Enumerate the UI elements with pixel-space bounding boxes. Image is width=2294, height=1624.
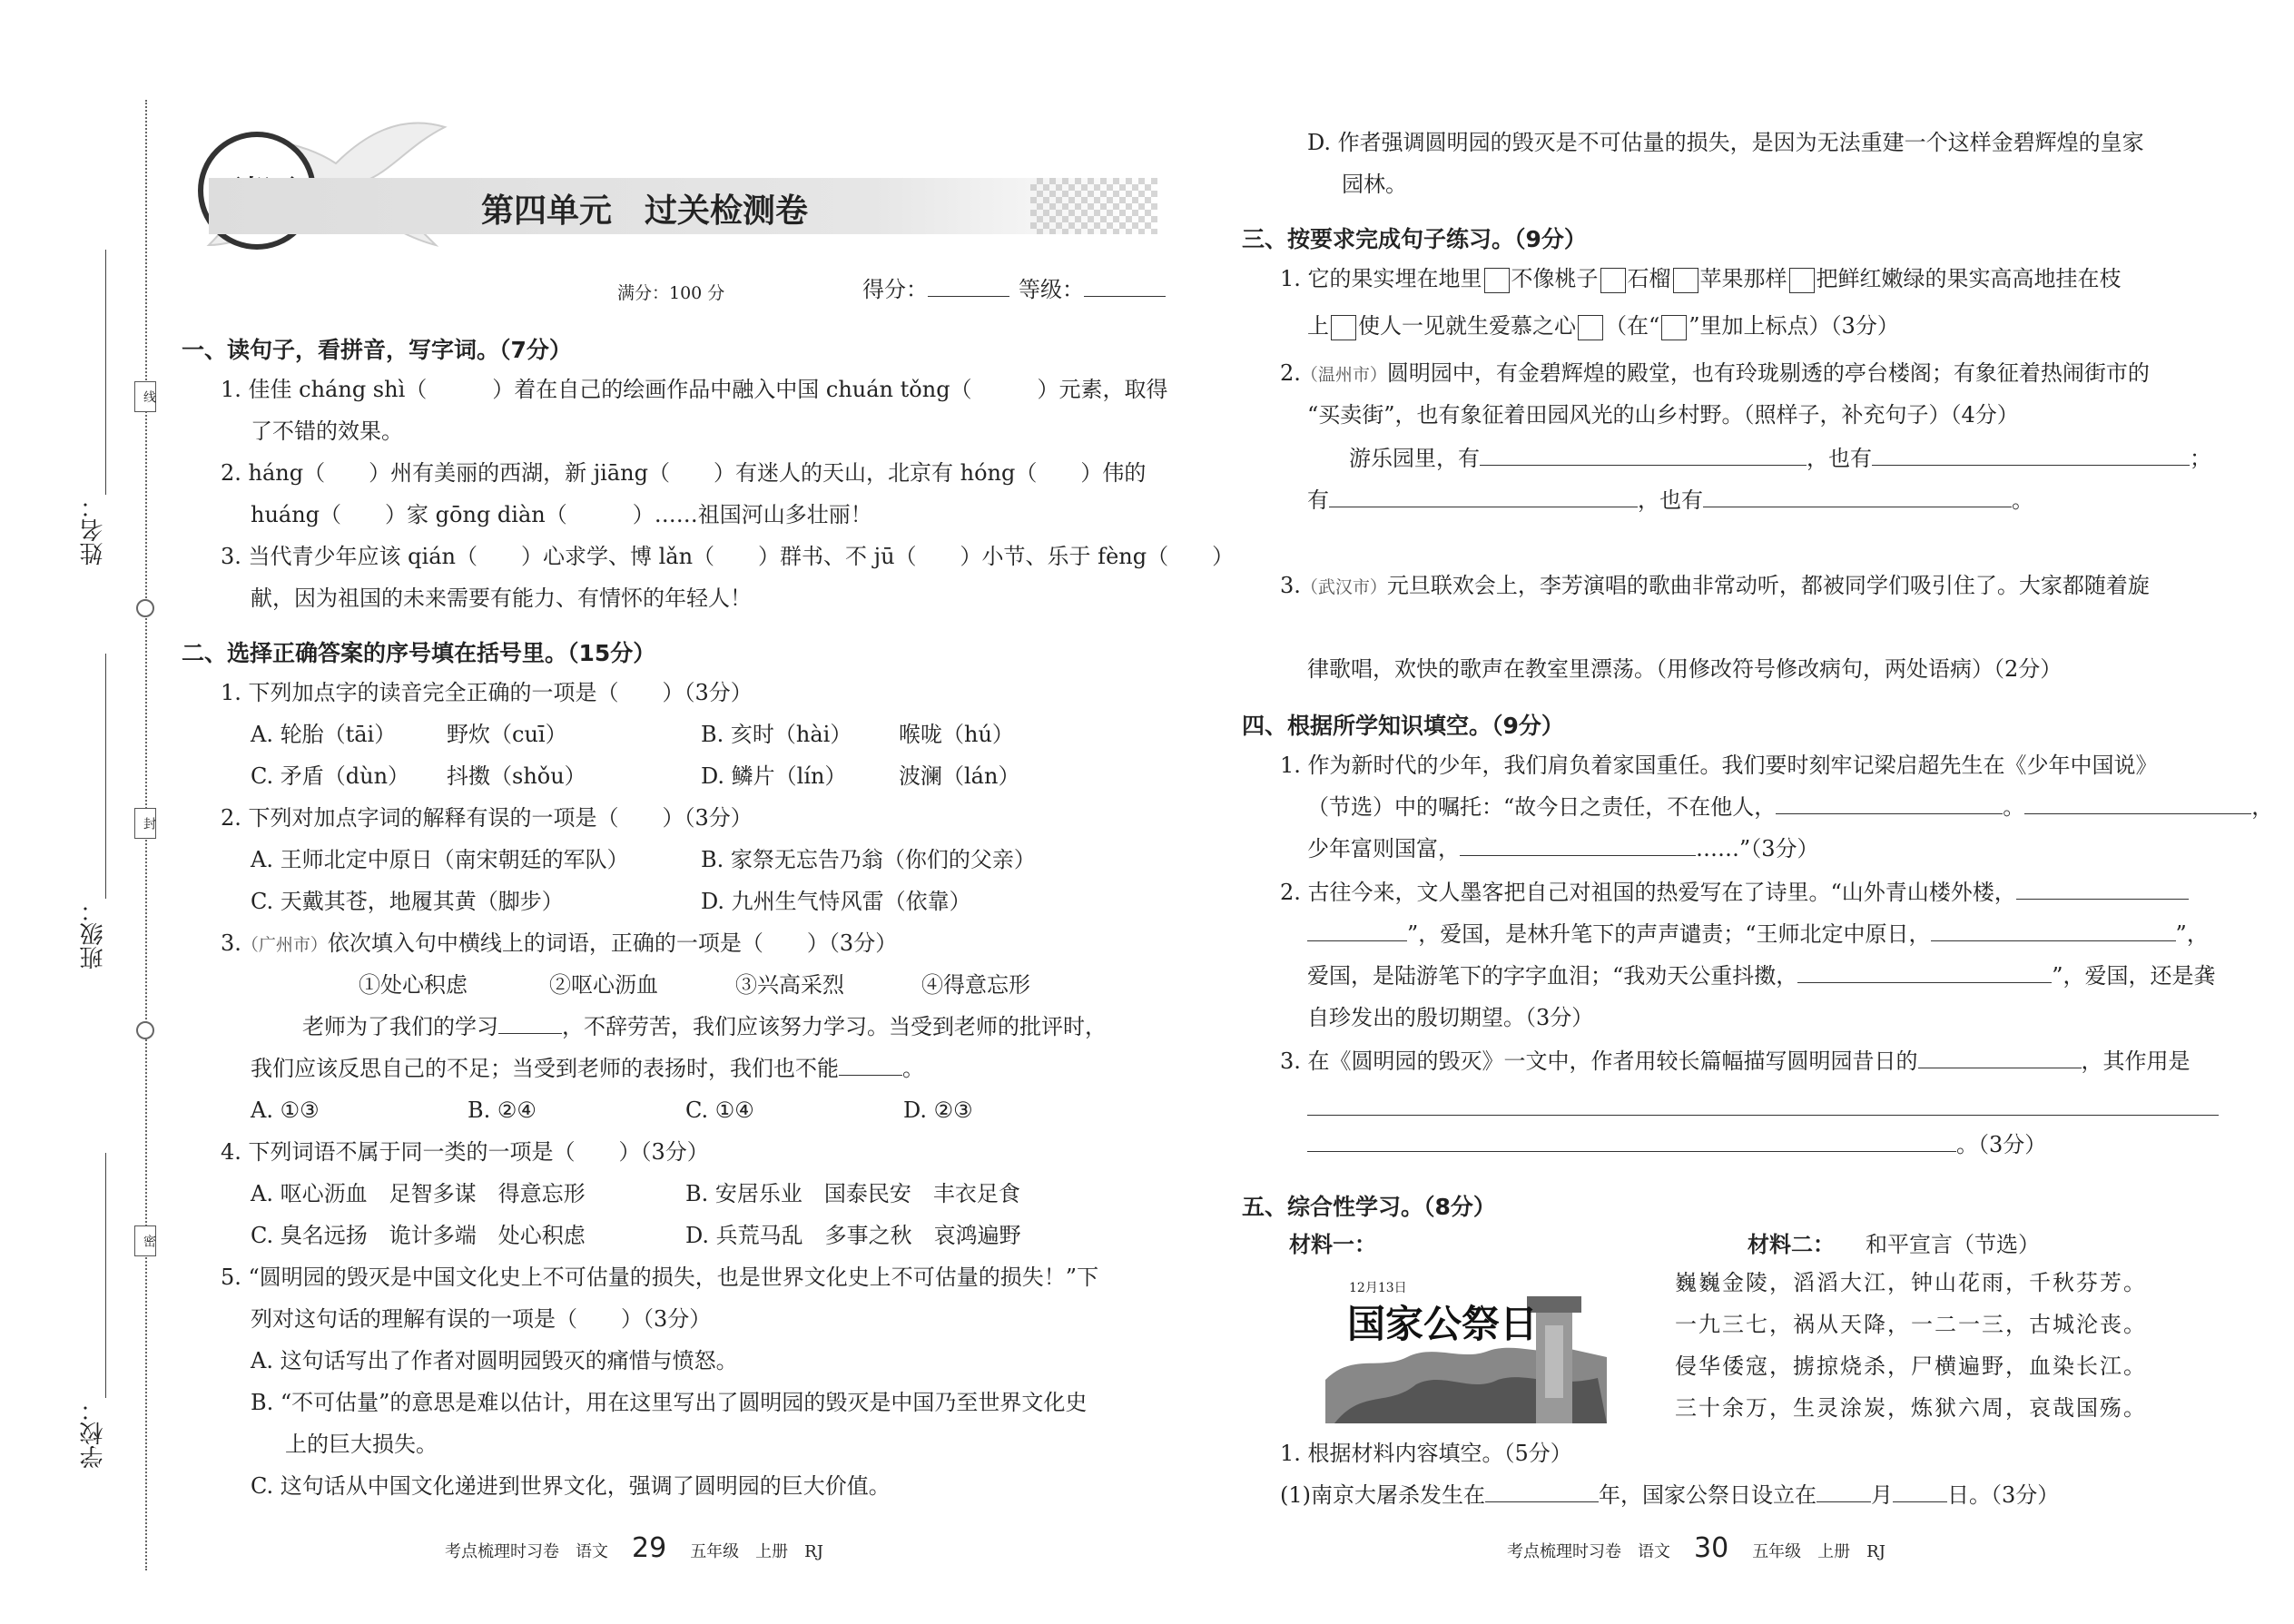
s2-q5-line2: 列对这句话的理解有误的一项是（ ）（3分） [251,1306,712,1332]
s2-q3-stem: 依次填入句中横线上的词语，正确的一项是（ ）（3分） [327,930,898,956]
s2-q1: 1. 下列加点字的读音完全正确的一项是（ ）（3分） [221,680,753,705]
s3-q3-line1: 元旦联欢会上，李芳演唱的歌曲非常动听，都被同学们吸引住了。大家都随着旋 [1386,573,2150,598]
s5-q1-sub1: (1)南京大屠杀发生在 [1280,1482,1485,1508]
s2-q3-option-c[interactable]: C. ①④ [685,1097,754,1123]
s4-q3-blank-1[interactable] [1918,1048,2082,1068]
s4-q2-sep: ”， [2175,921,2209,947]
punct-box[interactable] [1484,268,1510,293]
s3-q1-text-6: 上 [1307,313,1329,339]
s4-q2-line3: 爱国，是陆游笔下的字字血泪；“我劝天公重抖擞， [1307,963,1798,989]
s2-q3-option-a[interactable]: A. ①③ [251,1097,320,1123]
s5-q1-sub1b: 年，国家公祭日设立在 [1599,1482,1816,1508]
punct-box[interactable] [1673,268,1698,293]
s4-q1-line2: （节选）中的嘱托：“故今日之责任，不在他人， [1307,794,1777,820]
school-field-line [105,1153,106,1398]
s4-q1-sep-1: 。 [2003,794,2025,820]
s2-q3-word-1: ①处心积虑 [359,972,468,998]
section-2-title: 二、选择正确答案的序号填在括号里。（15分） [182,640,656,666]
s4-q2-blank-4[interactable] [1797,962,2052,983]
s2-q3-blank-1[interactable] [498,1013,562,1034]
s3-q2-line2: “买卖街”，也有象征着田园风光的山乡村野。（照样子，补充句子）（4分） [1307,402,2019,428]
material-2-label: 材料二： [1748,1231,1835,1257]
page-number-left: 29 [632,1532,667,1564]
class-label: 班级： [80,899,107,969]
s3-q1-text-9: ”里加上标点）（3分） [1689,313,1899,339]
s3-q2-blank-1[interactable] [1480,445,1807,466]
score-label: 得分： [862,277,928,302]
s2-q1-option-c1[interactable]: C. 矛盾（dùn） [251,763,410,789]
s4-q2-blank-2[interactable] [1307,920,1407,941]
s1-q3-line1: 3. 当代青少年应该 qián（ ）心求学、博 lǎn（ ）群书、不 jū（ ）小节、乐于 fèng（ ） [221,544,1235,569]
poem-line-3: 侵华倭寇，掳掠烧杀，尸横遍野，血染长江。 [1675,1353,2147,1379]
s2-q5-line1: 5. “圆明园的毁灭是中国文化史上不可估量的损失，也是世界文化史上不可估量的损失！”下 [221,1265,1099,1290]
s2-q1-option-c2: 抖擞（shǒu） [447,763,586,789]
s4-q1-blank-3[interactable] [1460,835,1696,856]
class-field-line [105,654,106,899]
binding-ring-icon [136,599,154,617]
s3-q2-frame-6: 。 [2012,487,2033,513]
poster-date: 12月13日 [1349,1281,1407,1295]
s4-q1-line1: 1. 作为新时代的少年，我们肩负着家国重任。我们要时刻牢记梁启超先生在《少年中国说》 [1280,753,2158,778]
footer-left-grade: 五年级 上册 RJ [690,1542,823,1561]
footer-left-series: 考点梳理时习卷 语文 [445,1542,608,1561]
s2-q5-option-b-line2: 上的巨大损失。 [285,1432,438,1457]
seal-mark-seal: 封 [134,808,156,839]
s4-q1-blank-1[interactable] [1776,793,2003,814]
section-5-title: 五、综合性学习。（8分） [1242,1194,1496,1220]
grade-label: 等级： [1019,277,1084,302]
s3-q2-frame-3: ； [2190,446,2211,471]
s2-q4-option-a[interactable]: A. 呕心沥血 足智多谋 得意忘形 [251,1181,586,1206]
s3-q3-region-tag: （武汉市） [1300,577,1387,597]
s5-month-blank[interactable] [1816,1481,1871,1502]
s4-q2-blank-1[interactable] [2016,879,2189,900]
s2-q3-option-d[interactable]: D. ②③ [903,1097,973,1123]
s1-q1-line1: 1. 佳佳 cháng shì（ ）着在自己的绘画作品中融入中国 chuán tǒng（ ）元素，取得 [221,377,1168,402]
s5-day-blank[interactable] [1893,1481,1947,1502]
s3-q3-number: 3. [1280,573,1301,598]
section-3-title: 三、按要求完成句子练习。（9分） [1242,226,1587,252]
s3-q1-text-7: 使人一见就生爱慕之心 [1358,313,1576,339]
s2-q3-word-4: ④得意忘形 [921,972,1030,998]
s2-q1-option-b2: 喉咙（hú） [899,722,1014,747]
full-score: 满分：100 分 [617,283,725,303]
s2-q5-option-d-line2: 园林。 [1342,172,1407,197]
section-1-title: 一、读句子，看拼音，写字词。（7分） [182,337,572,363]
s5-year-blank[interactable] [1485,1481,1599,1502]
s3-q2-frame-5: ，也有 [1638,487,1703,513]
s4-q1-blank-2[interactable] [2024,793,2251,814]
s4-q3-line1: 3. 在《圆明园的毁灭》一文中，作者用较长篇幅描写圆明园昔日的 [1280,1048,1918,1074]
s5-q1-sub1d: 日。（3分） [1947,1482,2060,1508]
s3-q1-text-8: （在“ [1605,313,1660,339]
s2-q3-passage-b: ，不辞劳苦，我们应该努力学习。当受到老师的批评时， [562,1014,1107,1039]
material-2-title: 和平宣言（节选） [1866,1232,2040,1257]
footer-right-series: 考点梳理时习卷 语文 [1507,1542,1670,1561]
s2-q5-option-c[interactable]: C. 这句话从中国文化递进到世界文化，强调了圆明园的巨大价值。 [251,1473,891,1499]
poster-title: 国家公祭日 [1347,1302,1539,1346]
s3-q2-frame-2: ，也有 [1807,446,1872,471]
seal-mark-line: 线 [134,381,156,412]
s2-q3-blank-2[interactable] [839,1055,902,1076]
s3-q1-text-5: 把鲜红嫩绿的果实高高地挂在枝 [1816,266,2122,291]
title-pattern [1030,178,1157,234]
s4-q3-line1b: ，其作用是 [2081,1048,2191,1074]
s2-q5-option-b-line1[interactable]: B. “不可估量”的意思是难以估计，用在这里写出了圆明园的毁灭是中国乃至世界文化史 [251,1390,1088,1415]
s2-q1-option-d2: 波澜（lán） [899,763,1020,789]
s2-q1-option-d1[interactable]: D. 鳞片（lín） [701,763,847,789]
s2-q1-option-b1[interactable]: B. 亥时（hài） [701,722,852,747]
s1-q1-line2: 了不错的效果。 [251,418,403,444]
poem-line-2: 一九三七，祸从天降，一二一三，古城沦丧。 [1675,1312,2147,1337]
s2-q2-option-b[interactable]: B. 家祭无忘告乃翁（你们的父亲） [701,847,1036,872]
s5-q1: 1. 根据材料内容填空。（5分） [1280,1441,1572,1466]
s2-q5-option-d-line1[interactable]: D. 作者强调圆明园的毁灭是不可估量的损失，是因为无法重建一个这样金碧辉煌的皇家 [1307,130,2144,155]
s2-q3-passage-a: 老师为了我们的学习 [302,1014,498,1039]
punct-box-example [1661,315,1687,340]
s2-q2-option-c[interactable]: C. 天戴其苍，地履其黄（脚步） [251,889,564,914]
s4-q2-line2: ”，爱国，是林升笔下的声声谴责；“王师北定中原日， [1407,921,1931,947]
s3-q2-blank-3[interactable] [1329,487,1638,507]
s3-q2-frame-4: 有 [1307,487,1329,513]
s1-q3-line2: 献，因为祖国的未来需要有能力、有情怀的年轻人！ [251,586,752,611]
material-1-label: 材料一： [1289,1231,1376,1257]
punct-box[interactable] [1331,315,1356,340]
s2-q5-option-a[interactable]: A. 这句话写出了作者对圆明园毁灭的痛惜与愤怒。 [251,1348,738,1373]
s2-q3-passage-c: 我们应该反思自己的不足；当受到老师的表扬时，我们也不能 [251,1056,839,1081]
s4-q1-end: ……”（3分） [1696,836,1819,861]
name-label: 姓名： [80,495,107,566]
s2-q3-word-3: ③兴高采烈 [735,972,844,998]
s4-q3-answer-line-1[interactable] [1307,1115,2219,1116]
s4-q3-answer-line-2[interactable] [1307,1131,1956,1152]
s4-q2-line3b: ”，爱国，还是龚 [2052,963,2216,989]
s4-q1-line3: 少年富则国富， [1307,836,1460,861]
binding-ring-icon [136,1021,154,1039]
s3-q1-text-4: 苹果那样 [1699,266,1787,291]
footer-right-grade: 五年级 上册 RJ [1752,1542,1885,1561]
s1-q2-line2: huáng（ ）家 gōng diàn（ ）……祖国河山多壮丽！ [251,502,872,527]
s2-q2: 2. 下列对加点字词的解释有误的一项是（ ）（3分） [221,805,753,831]
score-blank[interactable] [928,276,1009,297]
s4-q2-blank-3[interactable] [1931,920,2176,941]
s2-q2-option-a[interactable]: A. 王师北定中原日（南宋朝廷的军队） [251,847,629,872]
s4-q1-sep-2: ， [2251,794,2274,820]
poem-line-1: 巍巍金陵，滔滔大江，钟山花雨，千秋芬芳。 [1675,1270,2147,1295]
section-4-title: 四、根据所学知识填空。（9分） [1242,713,1564,739]
s2-q1-option-a1[interactable]: A. 轮胎（tāi） [251,722,397,747]
s4-q2-line4: 自珍发出的殷切期望。（3分） [1307,1005,1594,1030]
s3-q1-text-2: 不像桃子 [1511,266,1599,291]
s2-q3-passage-d: 。 [902,1056,924,1081]
s3-q1-text-1: 1. 它的果实埋在地里 [1280,266,1482,291]
s2-q2-option-d[interactable]: D. 九州生气恃风雷（依靠） [701,889,971,914]
grade-blank[interactable] [1084,276,1166,297]
poem-line-4: 三十余万，生灵涂炭，炼狱六周，哀哉国殇。 [1675,1395,2147,1421]
s4-q2-line1: 2. 古往今来，文人墨客把自己对祖国的热爱写在了诗里。“山外青山楼外楼， [1280,880,2016,905]
s3-q2-region-tag: （温州市） [1300,365,1387,385]
s3-q2-blank-2[interactable] [1872,445,2190,466]
s3-q2-frame-1: 游乐园里，有 [1349,446,1480,471]
punct-box[interactable] [1789,268,1815,293]
page-title: 第四单元 过关检测卷 [481,192,809,230]
memorial-day-poster [1325,1271,1607,1423]
s2-q3-number: 3. [221,930,241,956]
s2-q4-option-b[interactable]: B. 安居乐业 国泰民安 丰衣足食 [685,1181,1020,1206]
s1-q2-line1: 2. háng（ ）州有美丽的西湖，新 jiāng（ ）有迷人的天山，北京有 hóng（ ）伟的 [221,460,1147,486]
seal-mark-secret: 密 [134,1225,156,1256]
s4-q3-end: 。（3分） [1956,1132,2047,1157]
name-field-line [105,250,106,495]
s3-q1-text-3: 石榴 [1627,266,1671,291]
s2-q4: 4. 下列词语不属于同一类的一项是（ ）（3分） [221,1139,709,1165]
s3-q3-line2: 律歌唱，欢快的歌声在教室里漂荡。（用修改符号修改病句，两处语病）（2分） [1307,656,2063,682]
s3-q2-blank-4[interactable] [1703,487,2012,507]
s2-q3-region-tag: （广州市） [241,935,328,955]
s3-q2-line1: 圆明园中，有金碧辉煌的殿堂，也有玲珑剔透的亭台楼阁；有象征着热闹街市的 [1386,360,2150,386]
s2-q1-option-a2: 野炊（cuī） [447,722,567,747]
punct-box[interactable] [1578,315,1603,340]
s2-q3-option-b[interactable]: B. ②④ [468,1097,537,1123]
s2-q4-option-d[interactable]: D. 兵荒马乱 多事之秋 哀鸿遍野 [685,1223,1021,1248]
page-number-right: 30 [1694,1532,1729,1564]
school-label: 学校： [80,1398,107,1469]
s3-q2-number: 2. [1280,360,1301,386]
punct-box[interactable] [1600,268,1626,293]
s5-q1-sub1c: 月 [1871,1482,1893,1508]
s2-q3-word-2: ②呕心沥血 [549,972,658,998]
s2-q4-option-c[interactable]: C. 臭名远扬 诡计多端 处心积虑 [251,1223,586,1248]
